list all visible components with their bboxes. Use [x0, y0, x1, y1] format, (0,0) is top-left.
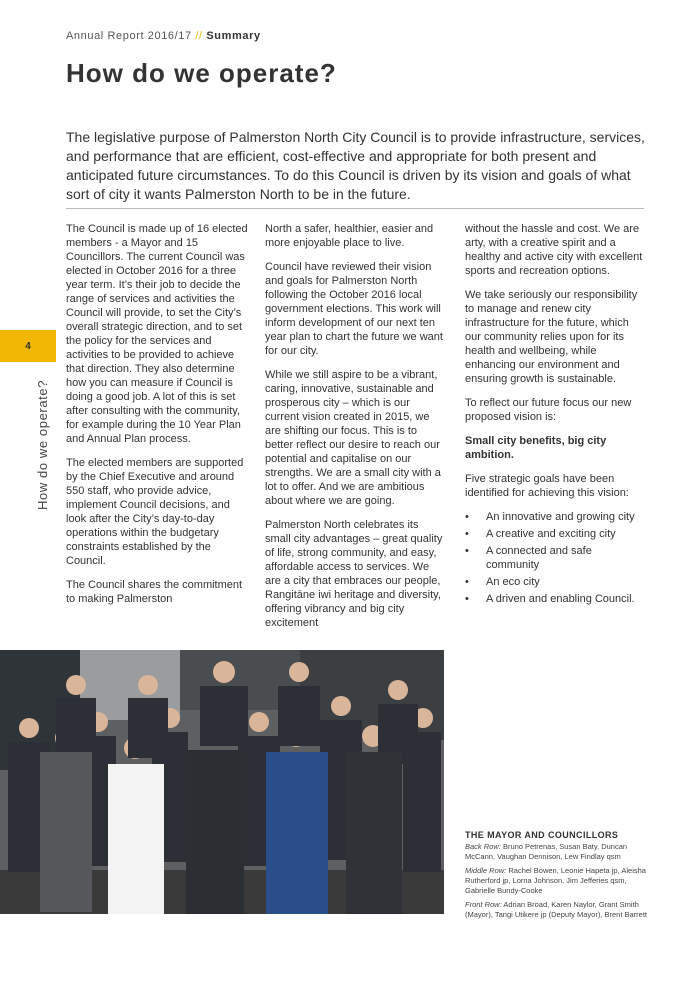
paragraph: The Council shares the commitment to making Palmerston [66, 579, 243, 605]
divider [66, 208, 644, 209]
report-label: Annual Report 2016/17 [66, 30, 192, 42]
caption-middle-row [465, 866, 650, 896]
page-number-tab [0, 330, 56, 362]
page-title: How do we operate? [66, 58, 337, 88]
list-item: • A creative and exciting city [465, 527, 647, 541]
list-item: • An eco city [465, 575, 647, 589]
vision-statement: Small city benefits, big city ambition. [465, 435, 607, 461]
caption-names: Bruno Petrenas, Susan Baty, Duncan McCann, Vaughan Dennison, Lew Findlay qsm [465, 842, 628, 861]
caption-back-row [465, 842, 650, 862]
photo-caption [465, 830, 650, 924]
list-item: • An innovative and growing city [465, 510, 647, 524]
list-item: • A connected and safe community [465, 544, 647, 572]
paragraph: We take seriously our responsibility to manage and renew city infrastructure for the future, which our community relies upon for its health and wellbeing, while enhancing our environment and ensuring growth is sustainable. [465, 289, 638, 385]
paragraph: To reflect our future focus our new proposed vision is: [465, 397, 632, 423]
paragraph: Five strategic goals have been identified for achieving this vision: [465, 473, 629, 499]
side-title: How do we operate? [35, 379, 50, 510]
caption-label: Front Row: [465, 900, 502, 909]
caption-names: Adrian Broad, Karen Naylor, Grant Smith (Mayor), Tangi Utikere jp (Deputy Mayor), Brent Barrett [465, 900, 648, 919]
paragraph: The Council is made up of 16 elected members - a Mayor and 15 Councillors. The current Council was elected in October 2016 for a three year term. It’s their job to decide the range of services and activities the Council will provide, to set the City’s overall strategic direction, and to set the policy for the services and activities to be provided to achieve that direction. They also determine how you can measure if Council is doing a good job. A lot of this is set after consulting with the community, for example during the 10 Year Plan and Annual Plan process. [66, 223, 248, 445]
list-item: • A driven and enabling Council. [465, 592, 647, 606]
lead-paragraph: The legislative purpose of Palmerston North City Council is to provide infrastructure, services, and performance that are efficient, cost-effective and appropriate for both present and anticipated future circumstances. To do this Council is driven by its vision and goals of what sort of city it wants Palmerston North to be in the future. [66, 129, 645, 202]
group-photo-illustration [0, 650, 444, 914]
running-header [66, 30, 261, 42]
group-photo [0, 650, 444, 914]
caption-label: Middle Row: [465, 866, 507, 875]
caption-label: Back Row: [465, 842, 501, 851]
paragraph: The elected members are supported by the Chief Executive and around 550 staff, who provide advice, implement Council decisions, and look after the City’s day-to-day operations within the budgetary constraints established by the Council. [66, 457, 244, 567]
paragraph: Council have reviewed their vision and goals for Palmerston North following the October 2016 local government elections. This work will inform development of our next ten year plan to chart the future we want for our city. [265, 261, 443, 357]
paragraph: Palmerston North celebrates its small city advantages – great quality of life, strong community, and easy, affordable access to services. We are a city that embraces our people, Rangitāne iwi heritage and diversity, offering vibrancy and big city excitement [265, 519, 443, 629]
column-3 [465, 222, 647, 609]
paragraph: without the hassle and cost. We are arty, with a creative spirit and a healthy and active city with excellent sports and recreation options. [465, 223, 643, 277]
caption-front-row [465, 900, 650, 920]
column-1 [66, 222, 248, 616]
page-number: 4 [25, 340, 31, 352]
header-separator: // [195, 30, 203, 42]
paragraph: North a safer, healthier, easier and more enjoyable place to live. [265, 223, 434, 249]
column-2 [265, 222, 447, 640]
paragraph: While we still aspire to be a vibrant, caring, innovative, sustainable and prosperous city – which is our current vision created in 2015, we are shifting our focus. This is to better reflect our desire to reach our potential and capitalise on our strengths. We are a small city with a lot to offer. And we are ambitious about where we are going. [265, 369, 441, 507]
caption-names: Rachel Bowen, Leonie Hapeta jp, Aleisha Rutherford jp, Lorna Johnson, Jim Jefferies qsm, Gabrielle Bundy-Cooke [465, 866, 646, 895]
caption-title: THE MAYOR AND COUNCILLORS [465, 830, 619, 840]
section-label: Summary [206, 30, 261, 42]
goals-list [465, 510, 647, 606]
